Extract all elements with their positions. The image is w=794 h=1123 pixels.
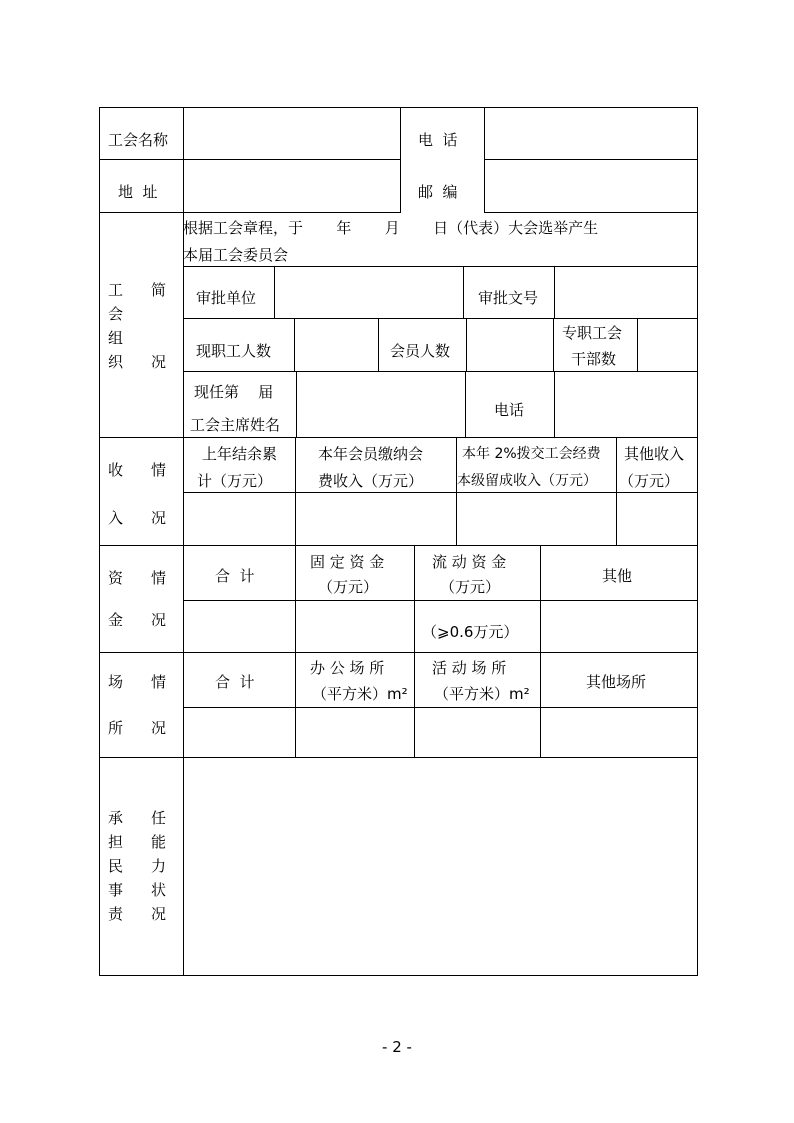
venues-value-total[interactable]	[183, 707, 296, 758]
income-col3-line2: 本级留成收入（万元）	[457, 473, 597, 489]
chair-name-value-cell[interactable]	[296, 371, 466, 438]
phone-label: 电 话	[418, 131, 458, 149]
approval-unit-label: 审批单位	[196, 289, 257, 307]
approval-no-value-cell[interactable]	[554, 266, 698, 319]
approval-unit-value-cell[interactable]	[274, 266, 464, 319]
civil-side-col2: 任 能 力 状 况	[151, 809, 167, 923]
funds-value-total[interactable]	[183, 600, 296, 653]
civil-value-cell[interactable]	[183, 757, 698, 976]
funds-total-label: 合 计	[215, 567, 255, 585]
funds-fixed-line1: 固 定 资 金	[310, 553, 385, 571]
approval-no-label: 审批文号	[478, 289, 539, 307]
chair-phone-label: 电话	[494, 401, 525, 419]
postcode-label: 邮 编	[418, 183, 458, 201]
org-side-col1: 工 会 组 织	[108, 281, 124, 371]
funds-value-other[interactable]	[540, 600, 698, 653]
income-col1-line2: 计（万元）	[197, 472, 273, 490]
income-value-col3[interactable]	[456, 492, 617, 546]
income-col1-line1: 上年结余累	[202, 445, 278, 463]
funds-side-col2: 情 况	[151, 569, 167, 629]
staff-count-label: 现职工人数	[196, 342, 272, 360]
org-side-label	[108, 278, 166, 374]
venues-side-col2: 情 况	[151, 673, 167, 737]
funds-current-note: （⩾0.6万元）	[422, 623, 519, 641]
member-count-value-cell[interactable]	[466, 318, 554, 372]
postcode-value-cell[interactable]	[484, 159, 698, 213]
union-name-value-cell[interactable]	[183, 107, 401, 160]
venues-other-label: 其他场所	[586, 673, 647, 691]
venues-value-other[interactable]	[540, 707, 698, 758]
address-label: 地 址	[118, 183, 158, 201]
income-col2-line2: 费收入（万元）	[318, 472, 424, 490]
venues-side-col1: 场 所	[108, 673, 124, 737]
income-side-col2: 情 况	[151, 461, 167, 527]
funds-side-label	[108, 566, 166, 632]
address-value-cell[interactable]	[183, 159, 401, 213]
income-col2-line1: 本年会员缴纳会	[318, 445, 424, 463]
chair-line1: 现任第 届	[194, 383, 274, 401]
fulltime-cadre-value-cell[interactable]	[637, 318, 698, 372]
income-side-label	[108, 458, 166, 530]
income-col4-line2: （万元）	[619, 472, 680, 490]
page-number: - 2 -	[382, 1038, 412, 1056]
funds-fixed-line2: （万元）	[318, 578, 379, 596]
chair-line2: 工会主席姓名	[190, 416, 281, 434]
venues-total-label: 合 计	[215, 673, 255, 691]
income-col4-line1: 其他收入	[624, 445, 685, 463]
staff-count-value-cell[interactable]	[294, 318, 379, 372]
election-line1: 根据工会章程，于 年 月 日（代表）大会选举产生	[183, 219, 599, 237]
funds-other-label: 其他	[602, 567, 633, 585]
venues-office-line2: （平方米）m²	[312, 685, 408, 703]
phone-value-cell[interactable]	[484, 107, 698, 160]
fulltime-cadre-line1: 专职工会	[562, 324, 623, 342]
fulltime-cadre-line2: 干部数	[571, 350, 617, 368]
funds-side-col1: 资 金	[108, 569, 124, 629]
income-col3-line1: 本年 2%拨交工会经费	[462, 446, 601, 462]
venues-activity-line1: 活 动 场 所	[432, 659, 507, 677]
venues-side-label	[108, 670, 166, 740]
civil-side-col1: 承 担 民 事 责	[108, 809, 124, 923]
chair-phone-value-cell[interactable]	[554, 371, 698, 438]
venues-activity-line2: （平方米）m²	[434, 685, 530, 703]
venues-office-line1: 办 公 场 所	[310, 659, 385, 677]
funds-current-line2: （万元）	[440, 578, 501, 596]
income-value-col1[interactable]	[183, 492, 296, 546]
election-line2: 本届工会委员会	[183, 246, 289, 264]
union-name-label: 工会名称	[108, 131, 169, 149]
civil-side-label	[108, 806, 166, 926]
funds-current-line1: 流 动 资 金	[432, 553, 507, 571]
org-side-col2: 简 况	[151, 281, 167, 371]
income-side-col1: 收 入	[108, 461, 124, 527]
member-count-label: 会员人数	[390, 342, 451, 360]
